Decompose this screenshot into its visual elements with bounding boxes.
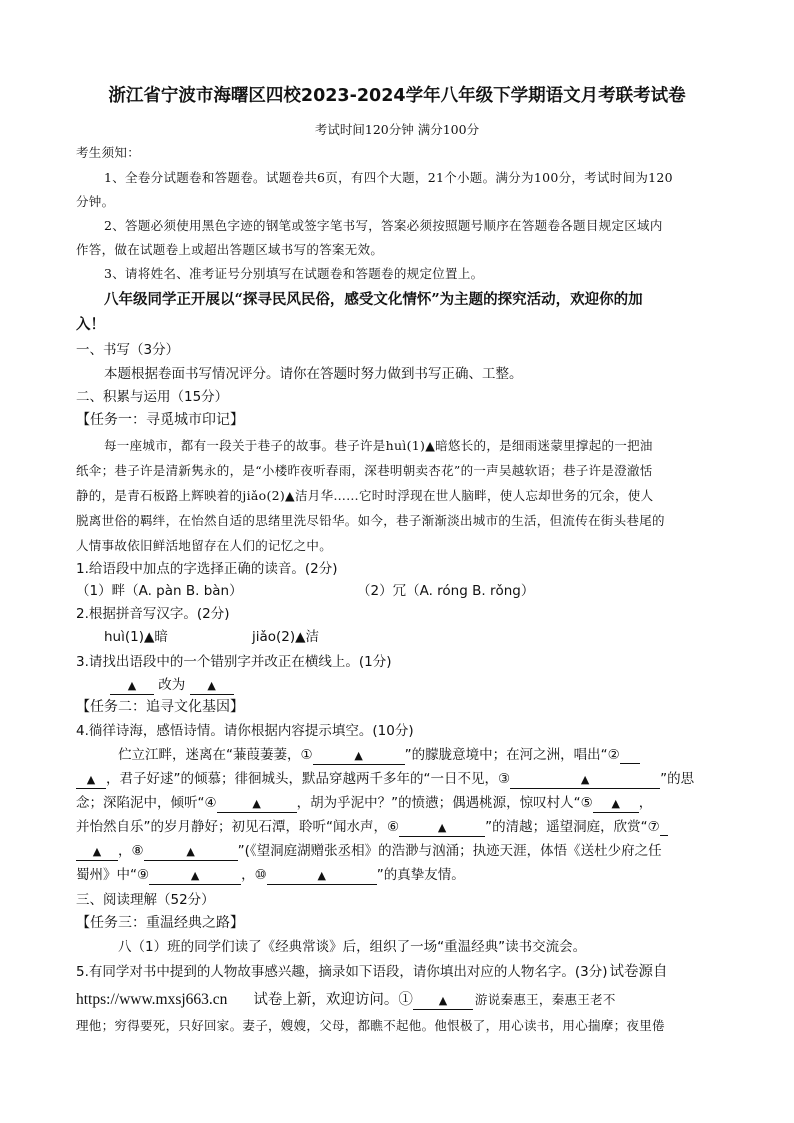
- answer-blank[interactable]: ▲: [593, 796, 639, 813]
- answer-blank[interactable]: ▲: [149, 868, 241, 885]
- question-4-line-5: ▲ ，⑧ ▲ ”(《望洞庭湖赠张丞相》的浩渺与汹涌；执迹天涯，体悟《送杜少府之任: [76, 841, 662, 861]
- answer-blank[interactable]: ▲: [510, 772, 660, 789]
- question-4-line-2: ▲ ，君子好逑”的倾慕；徘徊城头，默品穿越两千多年的“一日不见，③ ▲ ”的思: [76, 769, 694, 789]
- passage-line-3: 静的，是青石板路上辉映着的jiǎo(2)▲洁月华……它时时浮现在世人脑畔，使人忘却世务的冗余，使人: [76, 488, 654, 503]
- answer-blank-start[interactable]: [660, 819, 668, 836]
- task-1-heading: 【任务一：寻觅城市印记】: [76, 412, 244, 428]
- source-link[interactable]: https://www.mxsj663.cn: [76, 991, 228, 1008]
- task-3-heading: 【任务三：重温经典之路】: [76, 915, 244, 931]
- passage-line-4: 脱离世俗的羁绊，在怡然自适的思绪里洗尽铅华。如今，巷子渐渐淡出城市的生活，但流传在街头巷尾的: [76, 513, 665, 528]
- question-2-blank-a: huì(1)▲暗: [104, 629, 168, 645]
- notice-item-3: 3、请将姓名、准考证号分别填写在试题卷和答题卷的规定位置上。: [104, 266, 484, 281]
- section-3-heading: 三、阅读理解（52分）: [76, 892, 215, 908]
- answer-blank[interactable]: ▲: [110, 678, 154, 695]
- question-4-line-4: 并怡然自乐”的岁月静好；初见石潭，聆听“闻水声，⑥ ▲ ”的清越；遥望洞庭，欣赏“⑦: [76, 817, 668, 837]
- question-3-answer-line: [110, 675, 234, 695]
- question-5-line-3: 理他；穷得要死，只好回家。妻子，嫂嫂，父母，都瞧不起他。他恨极了，用心读书，用心揣摩；夜里倦: [76, 1018, 665, 1033]
- question-5-line-2: https://www.mxsj663.cn 试卷上新，欢迎访问。① ▲ 游说秦惠王，秦惠王老不: [76, 991, 616, 1008]
- answer-blank[interactable]: ▲: [76, 844, 118, 861]
- section-1-heading: 一、书写（3分）: [76, 342, 180, 358]
- question-1-option-1: （1）畔（A. pàn B. bàn）: [76, 583, 243, 599]
- question-3: 3.请找出语段中的一个错别字并改正在横线上。(1分): [76, 654, 392, 670]
- exam-subtitle: 考试时间120分钟 满分100分: [314, 122, 480, 137]
- answer-blank[interactable]: ▲: [76, 772, 106, 789]
- passage-line-5: 人情事故依旧鲜活地留存在人们的记忆之中。: [76, 538, 333, 553]
- notice-label: 考生须知：: [76, 145, 141, 160]
- question-1-option-2: （2）冗（A. róng B. rǒng）: [357, 583, 535, 599]
- notice-item-1-cont: 分钟。: [76, 194, 115, 209]
- answer-blank[interactable]: ▲: [217, 796, 297, 813]
- question-4-line-6: 蜀州》中“⑨ ▲ ，⑩ ▲ ”的真挚友情。: [76, 867, 465, 883]
- correction-label: 改为: [158, 677, 186, 693]
- answer-blank[interactable]: ▲: [399, 820, 485, 837]
- intro-line-2: 入！: [76, 316, 105, 333]
- answer-blank[interactable]: ▲: [413, 993, 473, 1010]
- answer-blank[interactable]: ▲: [267, 868, 377, 885]
- question-4-line-3: 念；深陷泥中，倾听“④ ▲ ，胡为乎泥中？”的愤懑；偶遇桃源，惊叹村人“⑤ ▲ ，: [76, 795, 653, 811]
- answer-blank[interactable]: ▲: [313, 748, 405, 765]
- task-2-heading: 【任务二：追寻文化基因】: [76, 699, 244, 715]
- question-4-line-1: 伫立江畔，迷离在“蒹葭萋萋，① ▲ ”的朦胧意境中；在河之洲，唱出“②: [118, 745, 640, 765]
- question-5: 5.有同学对书中提到的人物故事感兴趣，摘录如下语段，请你填出对应的人物名字。(3分) 试卷源自: [76, 964, 668, 980]
- question-2: 2.根据拼音写汉字。(2分): [76, 606, 230, 622]
- notice-item-2: 2、答题必须使用黑色字迹的钢笔或签字笔书写，答案必须按照题号顺序在答题卷各题目规定区域内: [104, 218, 663, 233]
- answer-blank-start[interactable]: [620, 747, 640, 764]
- passage-line-1: 每一座城市，都有一段关于巷子的故事。巷子许是huì(1)▲暗悠长的，是细雨迷蒙里撑起的一把油: [104, 438, 653, 453]
- answer-blank[interactable]: ▲: [144, 844, 238, 861]
- question-4: 4.徜徉诗海，感悟诗情。请你根据内容提示填空。(10分): [76, 723, 414, 739]
- section-2-heading: 二、积累与运用（15分）: [76, 389, 229, 405]
- section-3-paragraph: 八（1）班的同学们读了《经典常谈》后，组织了一场“重温经典”读书交流会。: [118, 939, 587, 955]
- question-2-blank-b: jiǎo(2)▲洁: [252, 629, 320, 645]
- intro-line-1: 八年级同学正开展以“探寻民风民俗，感受文化情怀”为主题的探究活动，欢迎你的加: [104, 291, 643, 308]
- section-1-text: 本题根据卷面书写情况评分。请你在答题时努力做到书写正确、工整。: [104, 366, 523, 382]
- notice-item-2-cont: 作答，做在试题卷上或超出答题区域书写的答案无效。: [76, 242, 384, 257]
- answer-blank[interactable]: ▲: [190, 678, 234, 695]
- question-1: 1.给语段中加点的字选择正确的读音。(2分): [76, 561, 338, 577]
- notice-item-1: 1、全卷分试题卷和答题卷。试题卷共6页，有四个大题，21个小题。满分为100分，考试时间为120: [104, 170, 673, 185]
- page-title: 浙江省宁波市海曙区四校2023-2024学年八年级下学期语文月考联考试卷: [108, 86, 686, 106]
- passage-line-2: 纸伞；巷子许是清新隽永的，是“小楼昨夜听春雨，深巷明朝卖杏花”的一声吴越软语；巷子许是澄澈恬: [76, 463, 653, 478]
